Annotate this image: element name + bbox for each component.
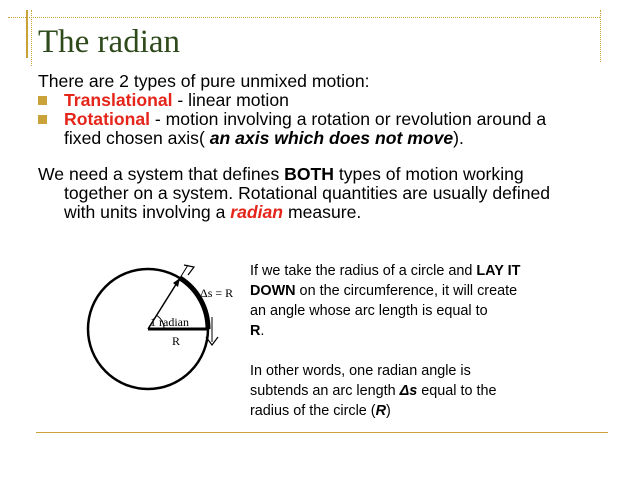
bullet-rotational bbox=[38, 110, 598, 129]
right-dotted-rule bbox=[600, 10, 601, 62]
para-bold: BOTH bbox=[284, 164, 334, 184]
caption-line bbox=[250, 321, 570, 341]
caption-line: In other words, one radian angle is bbox=[250, 363, 471, 379]
radian-emphasis: radian bbox=[230, 202, 284, 222]
slide-body bbox=[38, 72, 598, 222]
left-dotted-rule bbox=[31, 10, 32, 66]
left-accent-bar bbox=[26, 10, 28, 58]
intro-line: There are 2 types of pure unmixed motion: bbox=[38, 71, 370, 91]
caption-bold: LAY IT bbox=[476, 263, 521, 279]
bullet-continuation bbox=[38, 129, 598, 148]
arc-marker-top bbox=[180, 265, 188, 278]
para-line-2: together on a system. Rotational quantities are usually defined bbox=[64, 183, 551, 203]
caption-emphasis: Δs bbox=[399, 383, 418, 399]
caption-bold: DOWN bbox=[250, 283, 296, 299]
square-bullet-icon bbox=[38, 96, 47, 105]
arc-length-label: Δs = R bbox=[200, 286, 234, 300]
axis-emphasis: an axis which does not move bbox=[209, 128, 454, 148]
bullet-text: - linear motion bbox=[172, 90, 289, 110]
para-text: with units involving a bbox=[64, 202, 231, 222]
caption-line bbox=[250, 261, 570, 281]
para-text: types of motion working bbox=[333, 164, 524, 184]
bottom-rule bbox=[36, 432, 608, 433]
slide-title: The radian bbox=[38, 24, 181, 60]
caption-line bbox=[250, 381, 570, 401]
para-line-3 bbox=[38, 203, 598, 222]
caption-text: on the circumference, it will create bbox=[295, 283, 518, 299]
caption-line bbox=[250, 281, 570, 301]
bullet-translational bbox=[38, 91, 598, 110]
square-bullet-icon bbox=[38, 115, 47, 124]
term-rotational: Rotational bbox=[64, 109, 151, 129]
caption-text: subtends an arc length bbox=[250, 383, 400, 399]
caption-text: radius of the circle ( bbox=[250, 403, 376, 419]
caption-emphasis: R bbox=[375, 403, 386, 419]
caption-line: an angle whose arc length is equal to bbox=[250, 303, 488, 319]
diagram-caption bbox=[250, 261, 570, 421]
caption-text: If we take the radius of a circle and bbox=[250, 263, 477, 279]
term-translational: Translational bbox=[64, 90, 173, 110]
angle-label: 1 radian bbox=[150, 315, 189, 329]
caption-text: ) bbox=[385, 403, 391, 419]
bullet-text: - motion involving a rotation or revolution around a bbox=[150, 109, 547, 129]
caption-text: . bbox=[260, 323, 265, 339]
para-text: We need a system that defines bbox=[38, 164, 285, 184]
para-text: measure. bbox=[283, 202, 362, 222]
radian-diagram bbox=[60, 257, 242, 393]
radius-arrowhead bbox=[173, 278, 180, 287]
caption-text: equal to the bbox=[417, 383, 497, 399]
top-rule bbox=[8, 17, 600, 18]
cont-text-end: ). bbox=[453, 128, 464, 148]
para-line-1 bbox=[38, 165, 598, 184]
caption-line bbox=[250, 401, 570, 421]
cont-text: fixed chosen axis( bbox=[64, 128, 210, 148]
radius-label: R bbox=[172, 334, 181, 348]
caption-bold: R bbox=[250, 323, 261, 339]
